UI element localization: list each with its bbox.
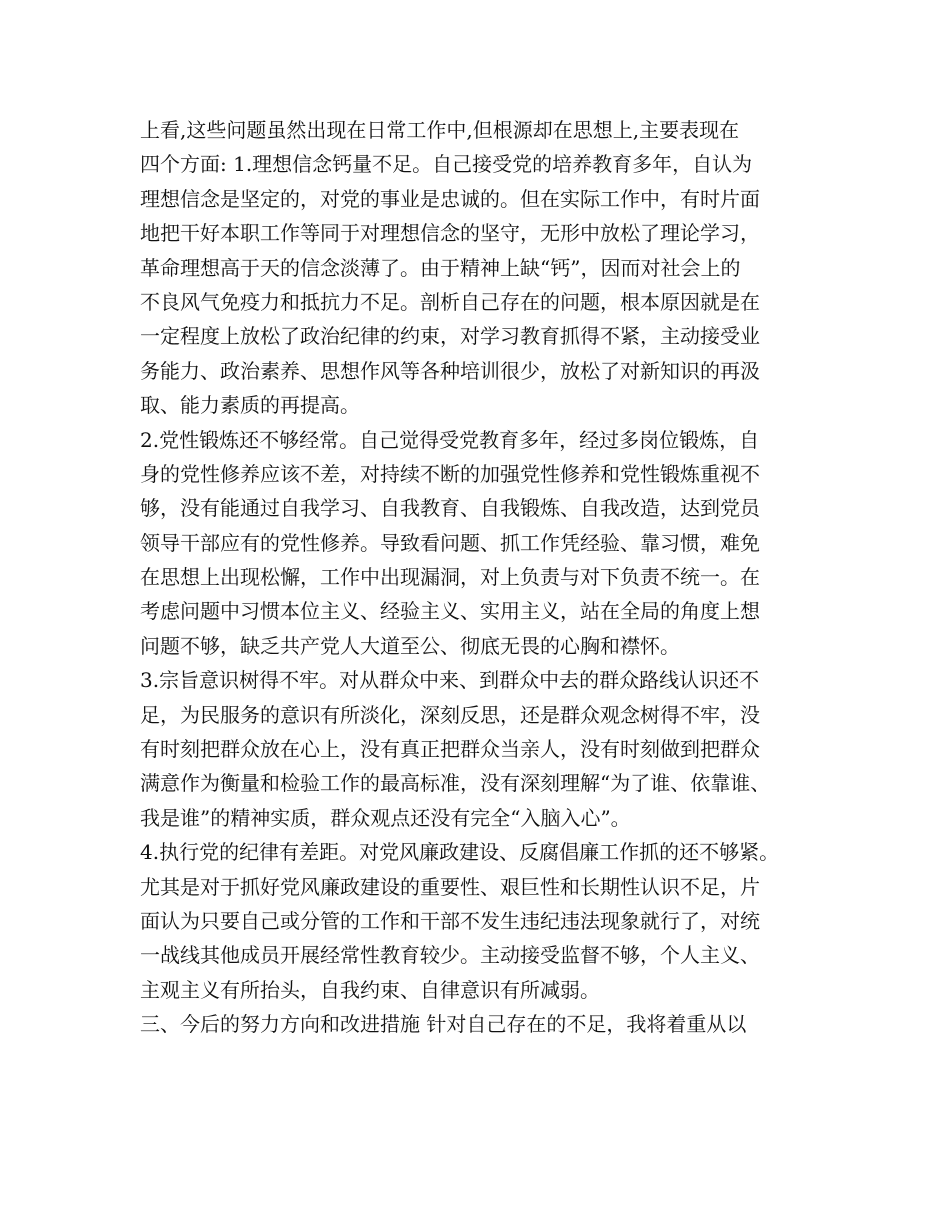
text-line: 4.执行党的纪律有差距。对党风廉政建设、反腐倡廉工作抓的还不够紧。 (140, 840, 780, 865)
text-line: 一定程度上放松了政治纪律的约束，对学习教育抓得不紧，主动接受业 (140, 324, 760, 349)
text-line: 四个方面: 1.理想信念钙量不足。自己接受党的培养教育多年，自认为 (140, 152, 753, 177)
text-line: 上看,这些问题虽然出现在日常工作中,但根源却在思想上,主要表现在 (140, 118, 740, 142)
text-line: 取、能力素质的再提高。 (140, 393, 360, 418)
text-line: 2.党性锻炼还不够经常。自己觉得受党教育多年，经过多岗位锻炼，自 (140, 427, 760, 452)
text-line: 领导干部应有的党性修养。导致看问题、抓工作凭经验、靠习惯，难免 (140, 530, 760, 555)
text-line: 主观主义有所抬头，自我约束、自律意识有所减弱。 (140, 977, 600, 1002)
text-line: 三、今后的努力方向和改进措施 针对自己存在的不足，我将着重从以 (140, 1012, 747, 1037)
document-body (140, 113, 820, 1042)
text-line: 尤其是对于抓好党风廉政建设的重要性、艰巨性和长期性认识不足，片 (140, 874, 760, 899)
text-line: 务能力、政治素养、思想作风等各种培训很少，放松了对新知识的再汲 (140, 358, 760, 383)
text-line: 不良风气免疫力和抵抗力不足。剖析自己存在的问题，根本原因就是在 (140, 289, 760, 314)
text-line: 身的党性修养应该不差，对持续不断的加强党性修养和党性锻炼重视不 (140, 461, 760, 486)
text-line: 满意作为衡量和检验工作的最高标准，没有深刻理解“为了谁、依靠谁、 (140, 771, 771, 796)
text-line: 有时刻把群众放在心上，没有真正把群众当亲人，没有时刻做到把群众 (140, 737, 760, 762)
text-line: 足，为民服务的意识有所淡化，深刻反思，还是群众观念树得不牢，没 (140, 702, 760, 727)
text-line: 理想信念是坚定的，对党的事业是忠诚的。但在实际工作中，有时片面 (140, 186, 760, 211)
text-line: 问题不够，缺乏共产党人大道至公、彻底无畏的心胸和襟怀。 (140, 633, 680, 658)
text-line: 一战线其他成员开展经常性教育较少。主动接受监督不够，个人主义、 (140, 943, 760, 968)
text-line: 我是谁”的精神实质，群众观点还没有完全“入脑入心”。 (140, 805, 631, 830)
text-line: 在思想上出现松懈，工作中出现漏洞，对上负责与对下负责不统一。在 (140, 565, 760, 590)
text-line: 地把干好本职工作等同于对理想信念的坚守，无形中放松了理论学习， (140, 221, 760, 246)
text-line: 够，没有能通过自我学习、自我教育、自我锻炼、自我改造，达到党员 (140, 496, 760, 521)
text-line: 考虑问题中习惯本位主义、经验主义、实用主义，站在全局的角度上想 (140, 599, 760, 624)
text-line: 3.宗旨意识树得不牢。对从群众中来、到群众中去的群众路线认识还不 (140, 668, 760, 693)
text-line: 面认为只要自己或分管的工作和干部不发生违纪违法现象就行了，对统 (140, 908, 760, 933)
text-line: 革命理想高于天的信念淡薄了。由于精神上缺“钙”，因而对社会上的 (140, 255, 741, 280)
